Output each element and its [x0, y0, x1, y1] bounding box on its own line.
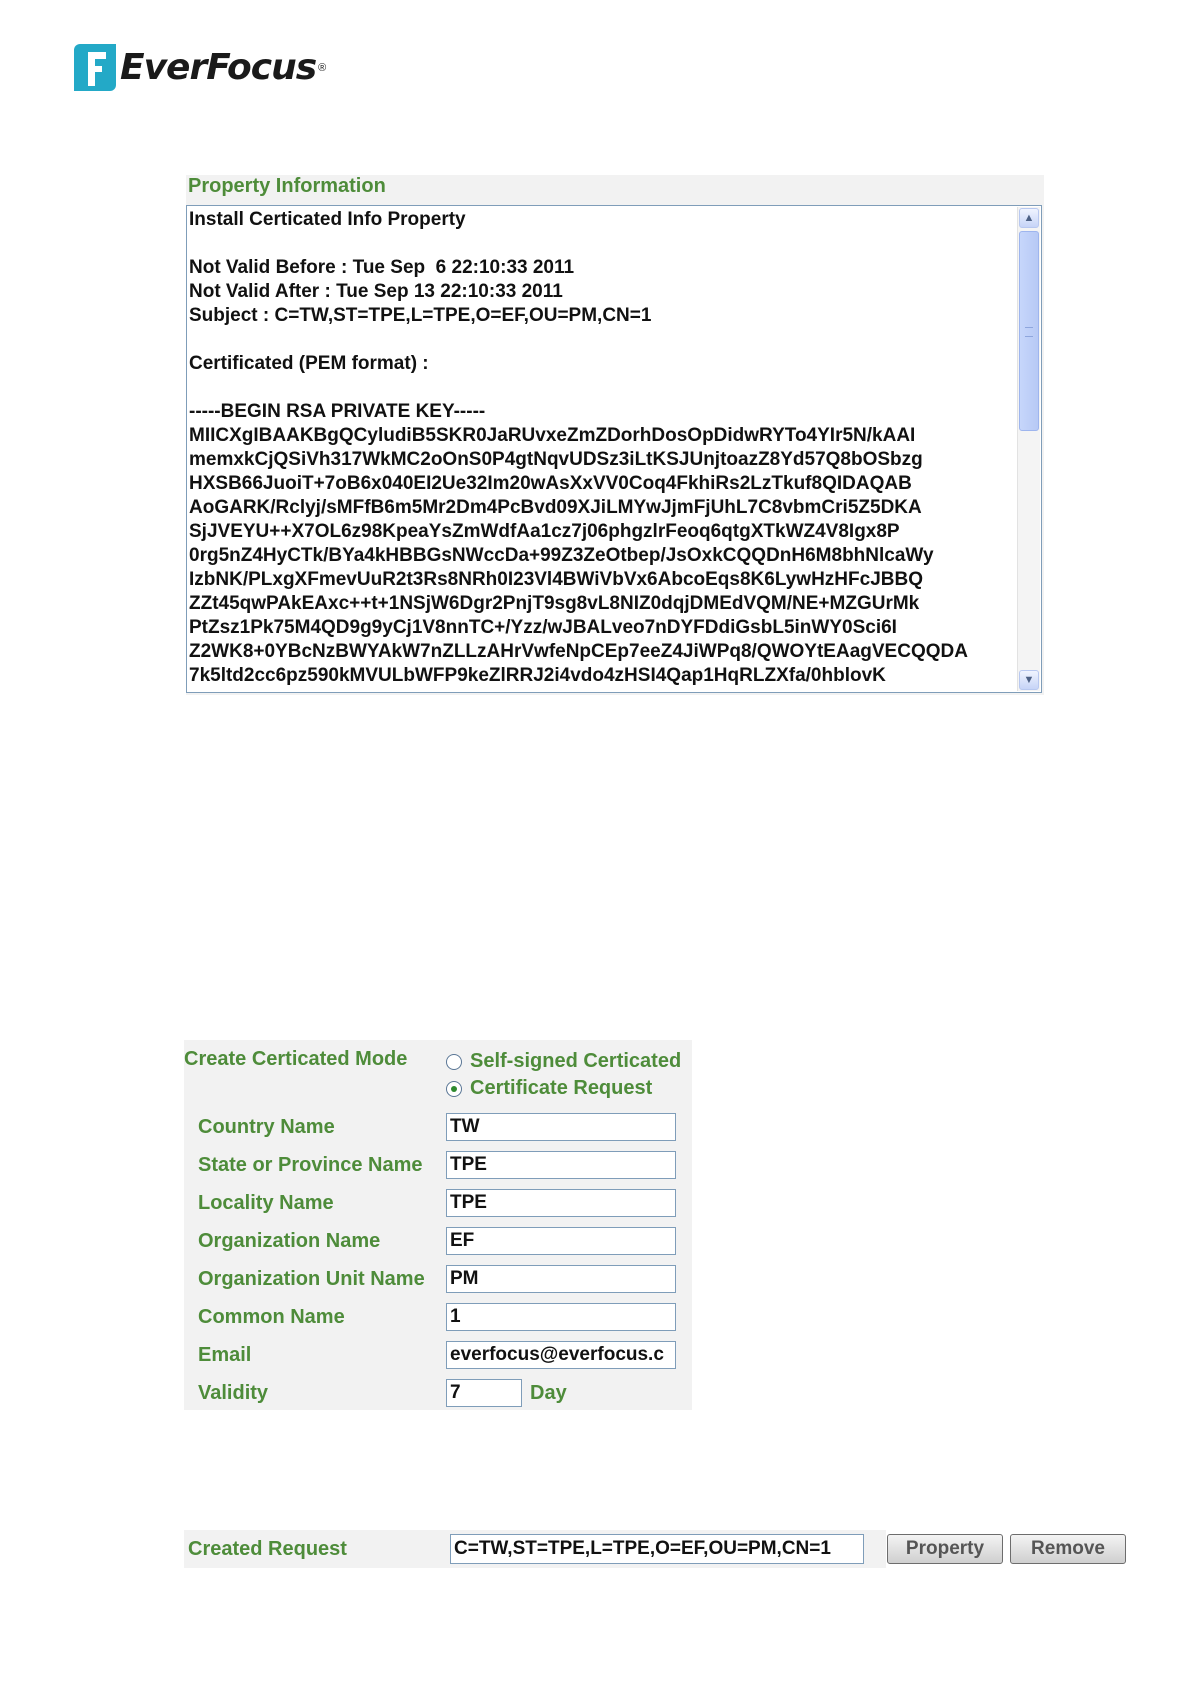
property-info-line: Z2WK8+0YBcNzBWYAkW7nZLLzAHrVwfeNpCEp7eeZ4JiWPq8/QWOYtEAagVECQQDA [189, 641, 968, 662]
property-info-scrollbar[interactable] [1017, 207, 1040, 691]
property-info-line: PtZsz1Pk75M4QD9g9yCj1V8nnTC+/Yzz/wJBALveo7nDYFDdiGsbL5inWY0Sci6I [189, 617, 897, 638]
property-info-line: MIICXgIBAAKBgQCyludiB5SKR0JaRUvxeZmZDorhDosOpDidwRYTo4YIr5N/kAAI [189, 425, 916, 446]
grip-icon [1025, 327, 1033, 337]
created-request-panel [184, 1530, 886, 1568]
state-province-input[interactable]: TPE [446, 1151, 676, 1179]
remove-button[interactable]: Remove [1010, 1534, 1126, 1564]
property-info-line: -----BEGIN RSA PRIVATE KEY----- [189, 401, 486, 422]
chevron-up-icon: ▲ [1023, 212, 1035, 224]
country-name-input[interactable]: TW [446, 1113, 676, 1141]
property-info-line: 0rg5nZ4HyCTk/BYa4kHBBGsNWccDa+99Z3ZeOtbep/JsOxkCQQDnH6M8bhNlcaWy [189, 545, 934, 566]
property-info-line [189, 328, 1009, 352]
property-info-line [189, 232, 1009, 256]
common-name-label: Common Name [198, 1306, 345, 1328]
property-info-line: IzbNK/PLxgXFmevUuR2t3Rs8NRh0I23Vl4BWiVbVx6AbcoEqs8K6LywHzHFcJBBQ [189, 569, 923, 590]
property-information-panel [186, 175, 1044, 695]
common-name-input[interactable]: 1 [446, 1303, 676, 1331]
property-info-text [189, 208, 1009, 688]
organization-unit-input[interactable]: PM [446, 1265, 676, 1293]
property-info-line: Install Certicated Info Property [189, 209, 466, 230]
chevron-down-icon: ▼ [1023, 674, 1035, 686]
create-mode-label: Create Certicated Mode [184, 1048, 408, 1070]
everfocus-logo-icon [74, 44, 116, 91]
everfocus-logo [74, 44, 326, 91]
property-info-line: AoGARK/Rclyj/sMFfB6m5Mr2Dm4PcBvd09XJiLMYwJjmFjUhL7C8vbmCri5Z5DKA [189, 497, 922, 518]
scroll-down-button[interactable] [1019, 670, 1039, 690]
validity-input[interactable]: 7 [446, 1379, 522, 1407]
scroll-up-button[interactable] [1019, 208, 1039, 228]
property-info-line [189, 376, 1009, 400]
property-info-line: ZZt45qwPAkEAxc++t+1NSjW6Dgr2PnjT9sg8vL8NIZ0dqjDMEdVQM/NE+MZGUrMk [189, 593, 920, 614]
locality-name-input[interactable]: TPE [446, 1189, 676, 1217]
property-info-line: Not Valid Before : Tue Sep 6 22:10:33 2011 [189, 257, 575, 278]
property-info-line: memxkCjQSiVh317WkMC2oOnS0P4gtNqvUDSz3iLtKSJUnjtoazZ8Yd57Q8bOSbzg [189, 449, 923, 470]
validity-label: Validity [198, 1382, 269, 1404]
property-information-title: Property Information [188, 175, 386, 197]
state-province-label: State or Province Name [198, 1154, 423, 1176]
property-info-line: Subject : C=TW,ST=TPE,L=TPE,O=EF,OU=PM,CN=1 [189, 305, 652, 326]
email-label: Email [198, 1344, 252, 1366]
organization-name-label: Organization Name [198, 1230, 381, 1252]
property-info-line: Certificated (PEM format) : [189, 353, 429, 374]
organization-unit-label: Organization Unit Name [198, 1268, 425, 1290]
created-request-label: Created Request [188, 1538, 347, 1560]
created-request-value: C=TW,ST=TPE,L=TPE,O=EF,OU=PM,CN=1 [450, 1534, 864, 1564]
radio-self-signed[interactable] [446, 1050, 681, 1073]
organization-name-input[interactable]: EF [446, 1227, 676, 1255]
email-input[interactable]: everfocus@everfocus.c [446, 1341, 676, 1369]
scroll-thumb[interactable] [1019, 231, 1039, 431]
create-certificate-panel [184, 1040, 692, 1410]
property-info-line: 7k5ltd2cc6pz590kMVULbWFP9keZlRRJ2i4vdo4zHSI4Qap1HqRLZXfa/0hblovK [189, 665, 886, 686]
property-info-textarea[interactable] [186, 205, 1042, 693]
radio-self-signed-input[interactable] [446, 1054, 462, 1070]
property-info-line: SjJVEYU++X7OL6z98KpeaYsZmWdfAa1cz7j06phgzlrFeoq6qtgXTkWZ4V8Igx8P [189, 521, 900, 542]
country-name-label: Country Name [198, 1116, 335, 1138]
radio-self-signed-label: Self-signed Certicated [470, 1050, 682, 1072]
property-button[interactable]: Property [887, 1534, 1003, 1564]
validity-unit: Day [530, 1382, 567, 1404]
locality-name-label: Locality Name [198, 1192, 334, 1214]
radio-certificate-request[interactable] [446, 1077, 652, 1100]
property-info-line: HXSB66JuoiT+7oB6x040EI2Ue32Im20wAsXxVV0Coq4FkhiRs2LzTkuf8QIDAQAB [189, 473, 912, 494]
radio-certificate-request-label: Certificate Request [470, 1077, 653, 1099]
registered-mark: ® [318, 61, 327, 74]
property-info-line: Not Valid After : Tue Sep 13 22:10:33 2011 [189, 281, 563, 302]
radio-certificate-request-input[interactable] [446, 1081, 462, 1097]
brand-name: EverFocus [120, 47, 317, 88]
